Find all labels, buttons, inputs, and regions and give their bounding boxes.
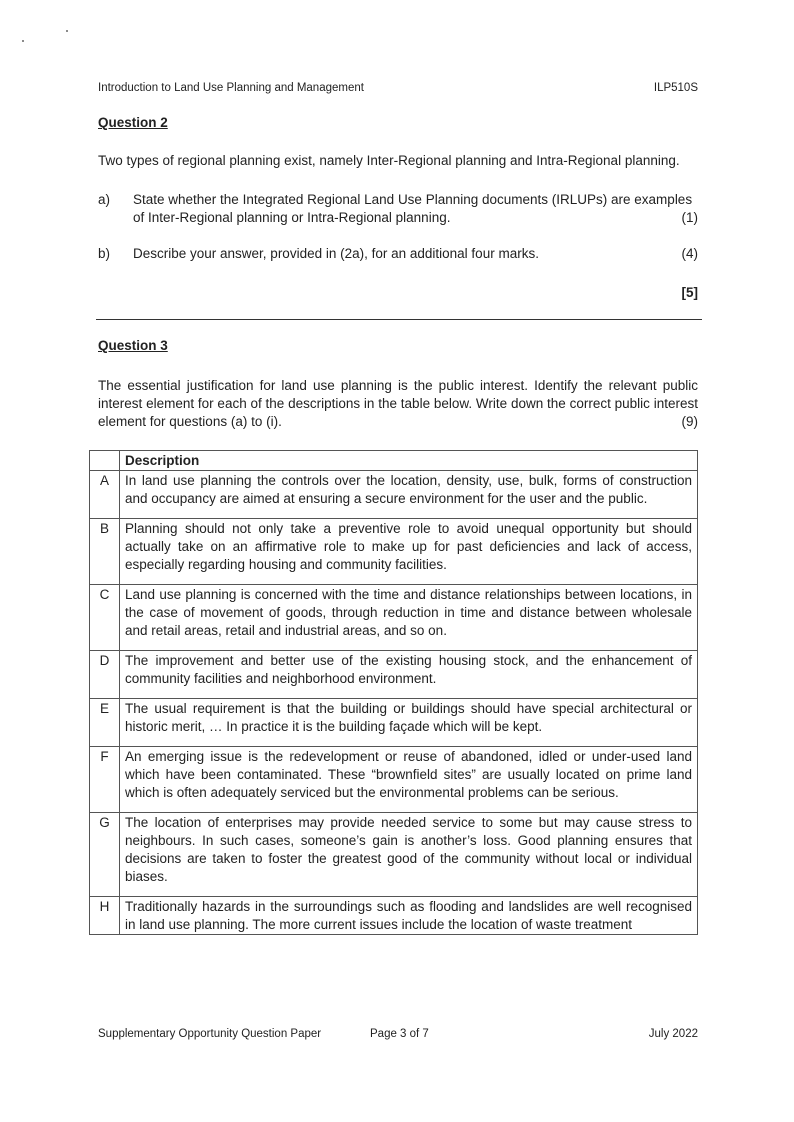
- row-description: The location of enterprises may provide needed service to some but may cause stress to neighbours. In such cases, someone’s gain is another’s loss. Good planning ensures that decisions are taken to foster the greatest good of the community without local or individual biases.: [120, 813, 698, 897]
- item-text: Describe your answer, provided in (2a), for an additional four marks.: [133, 246, 539, 261]
- question-2-intro: Two types of regional planning exist, namely Inter-Regional planning and Intra-Regional planning.: [98, 153, 680, 168]
- section-divider: [96, 319, 702, 320]
- scan-speck: [22, 40, 24, 42]
- question-2a: [0, 191, 794, 231]
- question-2b: [0, 245, 794, 265]
- item-marks: (4): [681, 246, 698, 261]
- header-course-code: ILP510S: [653, 82, 698, 94]
- row-letter: G: [90, 813, 120, 897]
- footer-paper-name: Supplementary Opportunity Question Paper: [98, 1028, 322, 1040]
- question-3-marks: (9): [681, 414, 698, 429]
- scan-speck: [66, 30, 68, 32]
- item-text-line2: of Inter-Regional planning or Intra-Regional planning.: [133, 210, 451, 225]
- table-row: [90, 651, 698, 699]
- question-2-total: [5]: [681, 285, 698, 300]
- table-header-row: [90, 451, 698, 471]
- row-description: The improvement and better use of the existing housing stock, and the enhancement of community facilities and neighborhood environment.: [120, 651, 698, 699]
- row-description: Land use planning is concerned with the time and distance relationships between locations, in the case of movement of goods, through reduction in time and distance between wholesale and retail areas, retail and industrial areas, and so on.: [120, 585, 698, 651]
- question-3-title: Question 3: [98, 338, 168, 353]
- question-3-intro: The essential justification for land use planning is the public interest. Identify the relevant public interest element for each of the descriptions in the table below. Write down the correct public interest element for questions (a) to (i).: [98, 378, 698, 429]
- row-letter: B: [90, 519, 120, 585]
- row-letter: C: [90, 585, 120, 651]
- item-label: a): [98, 192, 111, 207]
- footer-page-number: Page 3 of 7: [370, 1028, 429, 1040]
- header-cell-description: Description: [120, 451, 698, 471]
- table-row: [90, 471, 698, 519]
- row-description: An emerging issue is the redevelopment or reuse of abandoned, idled or under-used land which have been contaminated. These “brownfield sites” are usually located on prime land which is often adequately serviced but the environmental problems can be serious.: [120, 747, 698, 813]
- table-row: [90, 747, 698, 813]
- row-letter: D: [90, 651, 120, 699]
- row-description: In land use planning the controls over the location, density, use, bulk, forms of construction and occupancy are aimed at ensuring a secure environment for the user and the public.: [120, 471, 698, 519]
- item-text-line1: State whether the Integrated Regional Land Use Planning documents (IRLUPs) are examples: [133, 192, 693, 207]
- row-letter: F: [90, 747, 120, 813]
- footer-date: July 2022: [648, 1028, 698, 1040]
- header-cell-empty: [90, 451, 120, 471]
- header-course-title: Introduction to Land Use Planning and Management: [98, 82, 364, 94]
- table-row: [90, 897, 698, 935]
- row-letter: E: [90, 699, 120, 747]
- row-description: Planning should not only take a preventive role to avoid unequal opportunity but should actually take on an affirmative role to make up for past deficiencies and lack of access, especially regarding housing and community facilities.: [120, 519, 698, 585]
- item-marks: (1): [681, 210, 698, 225]
- table-row: [90, 813, 698, 897]
- item-label: b): [98, 246, 111, 261]
- table-row: [90, 519, 698, 585]
- public-interest-table: [89, 450, 698, 935]
- question-2-title: Question 2: [98, 115, 168, 130]
- row-letter: H: [90, 897, 120, 935]
- row-letter: A: [90, 471, 120, 519]
- row-description: Traditionally hazards in the surroundings such as flooding and landslides are well recognised in land use planning. The more current issues include the location of waste treatment: [120, 897, 698, 935]
- table-row: [90, 585, 698, 651]
- row-description: The usual requirement is that the building or buildings should have special architectural or historic merit, … In practice it is the building façade which will be kept.: [120, 699, 698, 747]
- table-row: [90, 699, 698, 747]
